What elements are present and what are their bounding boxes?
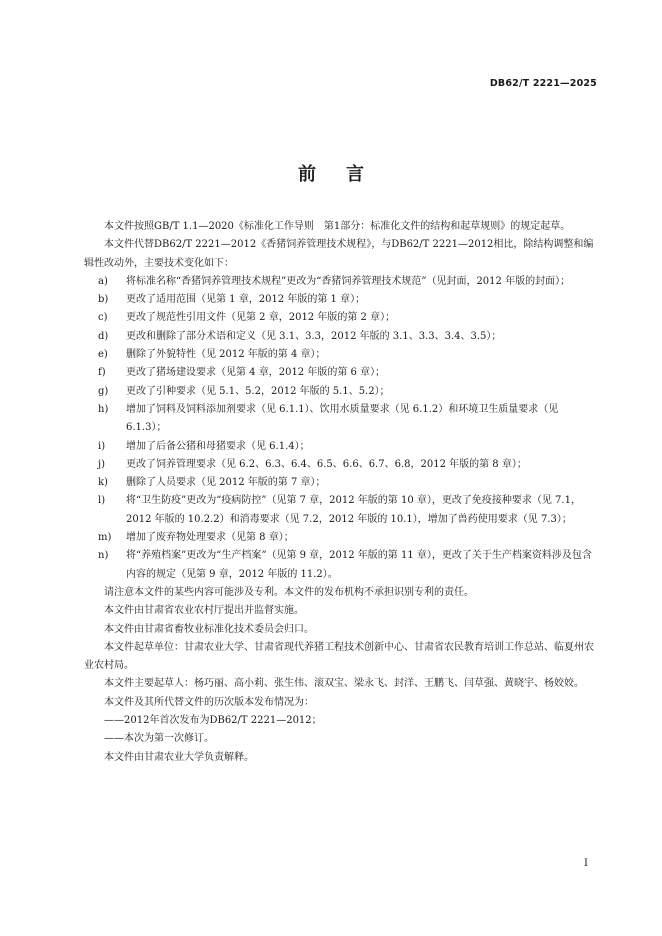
- list-marker: e): [98, 349, 108, 361]
- intro-paragraph: 本文件代替DB62/T 2221—2012《香猪饲养管理技术规程》，与DB62/T 2221—2012相比，除结构调整和编辑性改动外，主要技术变化如下：: [84, 239, 594, 269]
- list-marker: c): [98, 312, 108, 324]
- list-item: [84, 438, 600, 456]
- list-item-text: 将标准名称“香猪饲养管理技术规程”更改为“香猪饲养管理技术规范”（见封面，2012 年版的封面）；: [126, 275, 571, 287]
- list-marker: l): [98, 495, 106, 507]
- list-marker: a): [98, 275, 108, 287]
- page-number: I: [584, 858, 588, 869]
- list-item-text: 更改了适用范围（见第 1 章，2012 年版的第 1 章）；: [126, 294, 366, 306]
- list-item-text: 更改了引种要求（见 5.1、5.2，2012 年版的 5.1、5.2）；: [126, 385, 390, 397]
- list-item-text: 增加了后备公猪和母猪要求（见 6.1.4）；: [126, 440, 310, 452]
- list-marker: i): [98, 440, 106, 452]
- page-title: 前言: [298, 164, 394, 185]
- changes-list: [84, 273, 600, 584]
- list-item: [84, 346, 600, 364]
- list-marker: b): [98, 294, 109, 306]
- document-code: DB62/T 2221—2025: [489, 78, 597, 89]
- list-item-text: 增加了饲料及饲料添加剂要求（见 6.1.1）、饮用水质量要求（见 6.1.2）和环境卫生质量要求（见 6.1.3）；: [126, 403, 559, 434]
- list-item-text: 增加了废弃物处理要求（见第 8 章）；: [126, 532, 294, 544]
- history-item: ——2012年首次发布为DB62/T 2221—2012；: [104, 715, 322, 727]
- proposer-statement: 本文件由甘肃省农业农村厅提出并监督实施。: [104, 605, 304, 617]
- list-item: [84, 309, 600, 327]
- list-item-text: 更改了规范性引用文件（见第 2 章，2012 年版的第 2 章）；: [126, 312, 396, 324]
- list-item-text: 将“养殖档案”更改为“生产档案”（见第 9 章，2012 年版的第 11 章），更改了关于生产档案资料涉及包含内容的规定（见第 9 章，2012 年版的 11.2）。: [126, 550, 592, 580]
- list-item: [84, 328, 600, 346]
- list-item: [84, 547, 600, 584]
- drafters: 本文件主要起草人：杨巧丽、高小莉、张生伟、滚双宝、梁永飞、封洋、王鹏飞、闫草强、黄晓宇、杨姣姣。: [104, 678, 584, 690]
- interpretation-statement: 本文件由甘肃农业大学负责解释。: [104, 751, 254, 763]
- list-item-text: 更改了猪场建设要求（见第 4 章，2012 年版的第 6 章）；: [126, 367, 386, 379]
- patent-notice: 请注意本文件的某些内容可能涉及专利。本文件的发布机构不承担识别专利的责任。: [104, 586, 474, 598]
- list-marker: m): [98, 532, 112, 544]
- intro-paragraph: 本文件按照GB/T 1.1—2020《标准化工作导则 第1部分：标准化文件的结构和起草规则》的规定起草。: [104, 221, 571, 232]
- list-item-text: 更改和删除了部分术语和定义（见 3.1、3.3，2012 年版的 3.1、3.3、3.4、3.5）；: [126, 330, 502, 342]
- list-item: [84, 364, 600, 382]
- list-item: [84, 492, 600, 529]
- list-marker: n): [98, 550, 109, 562]
- list-item: [84, 456, 600, 474]
- list-item-text: 将“卫生防疫”更改为“疫病防控”（见第 7 章，2012 年版的第 10 章），更改了免疫接种要求（见 7.1，2012 年版的 10.2.2）和消毒要求（见 7.2，2012 年版的 10.1），增加了兽药使用要求（见 7.3）；: [126, 495, 581, 525]
- list-item: [84, 401, 600, 438]
- committee-statement: 本文件由甘肃省畜牧业标准化技术委员会归口。: [104, 623, 314, 635]
- list-marker: f): [98, 367, 106, 379]
- list-marker: h): [98, 403, 109, 415]
- list-marker: k): [98, 477, 108, 489]
- history-item: ——本次为第一次修订。: [104, 733, 214, 745]
- history-intro: 本文件及其所代替文件的历次版本发布情况为：: [104, 696, 314, 708]
- drafting-units: 本文件起草单位：甘肃农业大学、甘肃省现代养猪工程技术创新中心、甘肃省农民教育培训工作总站、临夏州农业农村局。: [84, 641, 594, 672]
- list-item: [84, 529, 600, 547]
- list-item: [84, 273, 600, 291]
- list-item-text: 删除了外貌特性（见 2012 年版的第 4 章）；: [126, 349, 326, 361]
- list-item-text: 删除了人员要求（见 2012 年版的第 7 章）；: [126, 477, 326, 489]
- list-marker: g): [98, 385, 109, 397]
- foreword-body: [84, 218, 600, 767]
- list-item: [84, 383, 600, 401]
- list-item: [84, 474, 600, 492]
- list-item: [84, 291, 600, 309]
- list-marker: d): [98, 330, 109, 342]
- list-marker: j): [98, 458, 106, 470]
- list-item-text: 更改了饲养管理要求（见 6.2、6.3、6.4、6.5、6.6、6.7、6.8，2012 年版的第 8 章）；: [126, 458, 527, 470]
